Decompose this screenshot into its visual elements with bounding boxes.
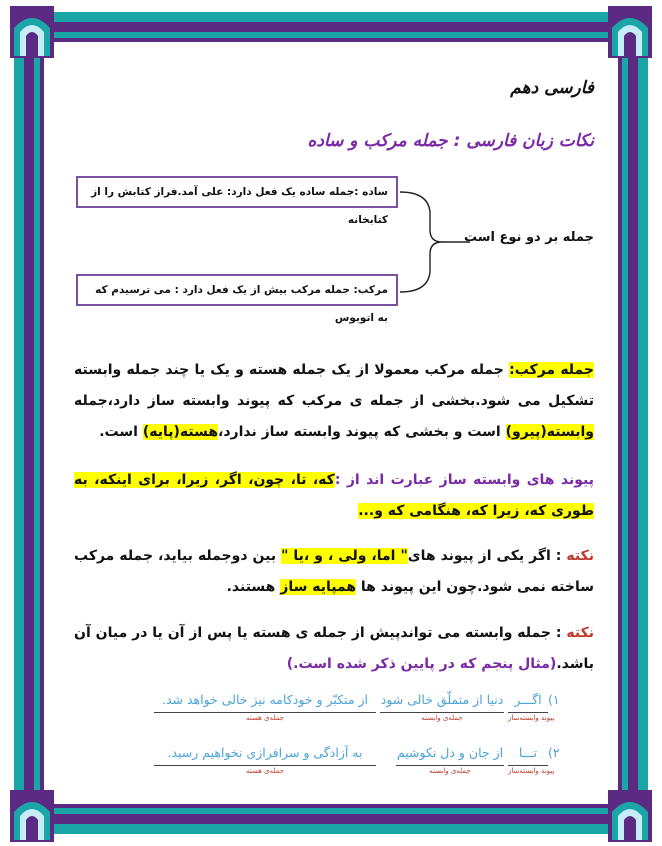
document-page: فارسی دهم نکات زبان فارسی : جمله مرکب و ساده ساده :جمله ساده یک فعل دارد: علی آمد.فراز کتابش را از کتابخانه مرکب: جمله مرکب بیش از یک فعل دارد : می ترسیدم که به اتوبوس جمله بر دو نوع است جمله مرکب: جمله مرکب معمولا از یک جمله هسته و یک یا چند جمله وابسته تشکیل می شود.بخشی از جمله ی مرکب که پیوند وابسته ساز دارد،جمله وابسته(پیرو) است و بخشی که پیوند وابسته ساز ندارد،هسته(پایه) است. پیوند های وابسته ساز عبارت اند از :که، تا، چون، اگر، زیرا، برای اینکه، به طوری که، زیرا که، هنگامی که و... نکته : اگر یکی از پیوند های" اما، ولی ، و ،یا " بین دوجمله بیاید، جمله مرکب ساخته نمی شود.چون این پیوند ها همپایه ساز هستند. نکته : جمله وابسته می تواندپیش از جمله ی هسته یا پس از آن یا در میان آن باشد.(مثال پنجم که در پایین ذکر شده است.) ۱) اگـــر پیوند وابسته‌ساز دنیا از متملّق خالی شود جمله‌ی وابسته از متکبّر و خودکامه نیز خالی خواهد شد. جمله‌ی هسته ۲) تـــا پیوند وابسته‌ساز از جان و دل نکوشیم جمله‌ی وابسته به آزادگی و سرافرازی نخواهیم رسید. جمله‌ی هسته — [0, 0, 662, 846]
corner-ornament-icon — [608, 6, 652, 58]
corner-ornament-icon — [10, 790, 54, 842]
section-title: نکات زبان فارسی : جمله مرکب و ساده — [307, 131, 594, 151]
term-highlight: جمله مرکب: — [509, 362, 594, 378]
corner-ornament-icon — [10, 6, 54, 58]
note-paragraph-1: نکته : اگر یکی از پیوند های" اما، ولی ، و ،یا " بین دوجمله بیاید، جمله مرکب ساخته نمی شود.چون این پیوند ها همپایه ساز هستند. — [74, 548, 594, 595]
subordinating-conjunctions-paragraph: پیوند های وابسته ساز عبارت اند از :که، تا، چون، اگر، زیرا، برای اینکه، به طوری که، زیرا که، هنگامی که و... — [74, 472, 594, 519]
note-paragraph-2: نکته : جمله وابسته می تواندپیش از جمله ی هسته یا پس از آن یا در میان آن باشد.(مثال پنجم که در پایین ذکر شده است.) — [74, 625, 594, 672]
compound-sentence-box: مرکب: جمله مرکب بیش از یک فعل دارد : می ترسیدم که به اتوبوس — [76, 274, 398, 306]
diagram-main-label: جمله بر دو نوع است — [463, 230, 594, 245]
page-title: فارسی دهم — [510, 78, 594, 98]
brace-connector — [398, 190, 472, 294]
corner-ornament-icon — [608, 790, 652, 842]
compound-sentence-paragraph: جمله مرکب: جمله مرکب معمولا از یک جمله هسته و یک یا چند جمله وابسته تشکیل می شود.بخشی از جمله ی مرکب که پیوند وابسته ساز دارد،جمله وابسته(پیرو) است و بخشی که پیوند وابسته ساز ندارد،هسته(پایه) است. — [74, 362, 594, 440]
simple-sentence-box: ساده :جمله ساده یک فعل دارد: علی آمد.فراز کتابش را از کتابخانه — [76, 176, 398, 208]
